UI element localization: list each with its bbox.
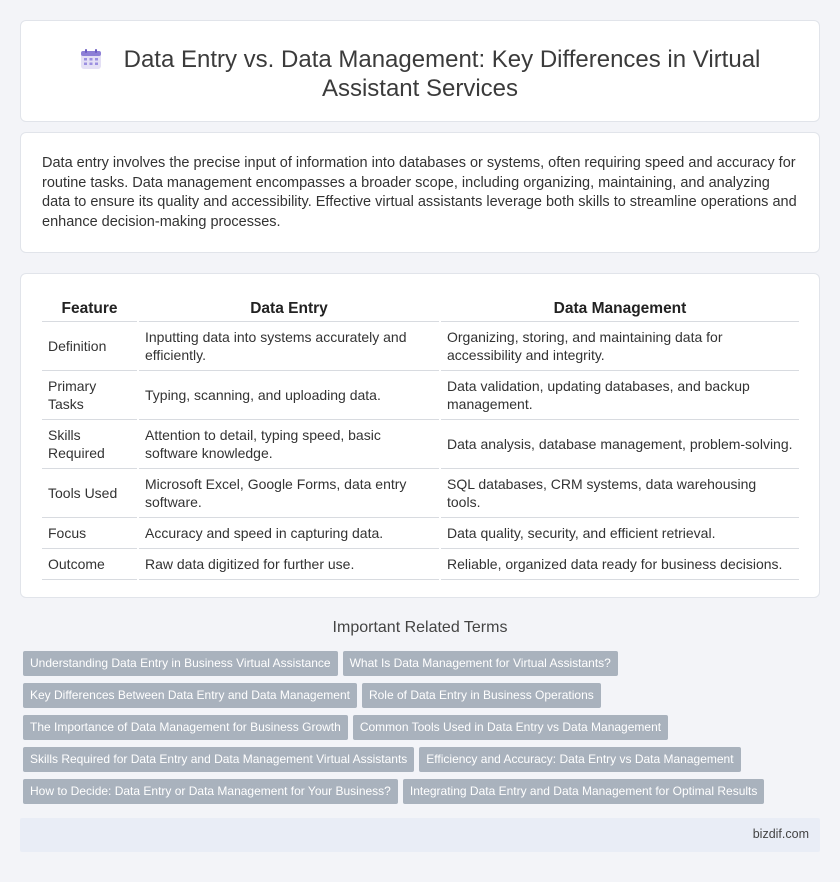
feature-cell: Skills Required [42,419,138,468]
calendar-icon [80,48,102,70]
data-entry-cell: Attention to detail, typing speed, basic software knowledge. [138,419,440,468]
intro-text: Data entry involves the precise input of information into databases or systems, often requiring speed and accuracy for routine tasks. Data management encompasses a broader scope, including organizing, maintaining, and analyzing data to ensure its quality and accessibility. Effective virtual assistants leverage both skills to streamline operations and enhance decision-making processes. [42,155,797,230]
table-row [42,321,799,370]
intro-card [20,132,820,253]
data-entry-cell: Typing, scanning, and uploading data. [138,370,440,419]
related-term-link[interactable]: How to Decide: Data Entry or Data Management for Your Business? [23,779,398,804]
related-term-link[interactable]: Integrating Data Entry and Data Management for Optimal Results [403,779,765,804]
related-term-link[interactable]: What Is Data Management for Virtual Assistants? [343,651,618,676]
comparison-table [42,294,799,580]
related-term-link[interactable]: Efficiency and Accuracy: Data Entry vs Data Management [419,747,740,772]
feature-cell: Tools Used [42,468,138,517]
related-term-link[interactable]: Key Differences Between Data Entry and Data Management [23,683,357,708]
table-row [42,548,799,579]
data-management-cell: Organizing, storing, and maintaining data for accessibility and integrity. [440,321,799,370]
table-row [42,419,799,468]
tag-row [23,651,823,683]
related-term-link[interactable]: Common Tools Used in Data Entry vs Data Management [353,715,668,740]
comparison-card [20,273,820,598]
title-line-1: Data Entry vs. Data Management: Key Differences in Virtual [123,46,761,73]
header-data-management: Data Management [440,294,799,321]
footer-site-name[interactable]: bizdif.com [752,827,809,841]
tag-row [23,683,823,715]
title-line-2: Assistant Services [321,75,519,102]
data-entry-cell: Microsoft Excel, Google Forms, data entry software. [138,468,440,517]
tag-row [23,715,823,747]
data-management-cell: Data validation, updating databases, and backup management. [440,370,799,419]
feature-cell: Primary Tasks [42,370,138,419]
table-row [42,468,799,517]
feature-cell: Focus [42,517,138,548]
data-management-cell: Data quality, security, and efficient retrieval. [440,517,799,548]
tag-row [23,747,823,779]
header-card [20,20,820,122]
related-term-link[interactable]: Skills Required for Data Entry and Data Management Virtual Assistants [23,747,414,772]
header-data-entry: Data Entry [138,294,440,321]
header-feature: Feature [42,294,138,321]
related-term-link[interactable]: The Importance of Data Management for Business Growth [23,715,348,740]
page-title [21,45,819,103]
table-row [42,517,799,548]
data-entry-cell: Inputting data into systems accurately and efficiently. [138,321,440,370]
data-management-cell: Data analysis, database management, problem-solving. [440,419,799,468]
feature-cell: Definition [42,321,138,370]
related-terms-title: Important Related Terms [332,619,508,636]
feature-cell: Outcome [42,548,138,579]
table-row [42,370,799,419]
data-entry-cell: Raw data digitized for further use. [138,548,440,579]
related-terms-list [23,651,823,811]
related-term-link[interactable]: Role of Data Entry in Business Operations [362,683,601,708]
tag-row [23,779,823,811]
footer [20,818,820,852]
data-management-cell: SQL databases, CRM systems, data warehousing tools. [440,468,799,517]
data-management-cell: Reliable, organized data ready for business decisions. [440,548,799,579]
table-header-row [42,294,799,321]
data-entry-cell: Accuracy and speed in capturing data. [138,517,440,548]
related-term-link[interactable]: Understanding Data Entry in Business Virtual Assistance [23,651,338,676]
